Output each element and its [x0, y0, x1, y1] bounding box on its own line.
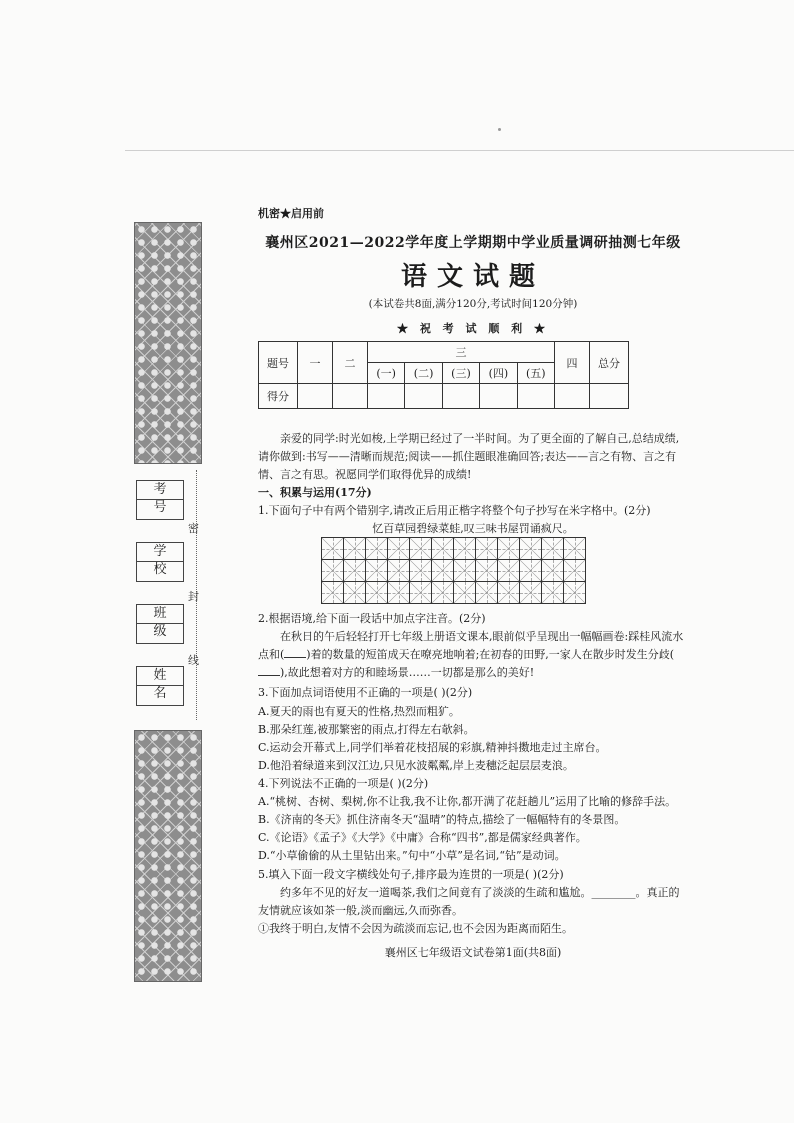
score-cell: 总分 — [590, 342, 629, 384]
rice-grid-sheet[interactable] — [322, 538, 586, 604]
grid-cell[interactable] — [475, 581, 498, 604]
grid-cell[interactable] — [453, 581, 476, 604]
grid-row — [322, 582, 586, 604]
q4-option-c: C.《论语》《孟子》《大学》《中庸》合称“四书”,都是儒家经典著作。 — [258, 831, 587, 844]
grid-cell[interactable] — [519, 581, 542, 604]
intro-paragraph: 亲爱的同学:时光如梭,上学期已经过了一半时间。为了更全面的了解自己,总结成绩,请你做到:书写——清晰而规范;阅读——抓住题眼准确回答;表达——言之有物、言之有情、言之有思。祝愿同学们取得优异的成绩! — [258, 432, 680, 481]
grid-cell[interactable] — [475, 537, 498, 560]
q5-text: 5.填入下面一段文字横线处句子,排序最为连贯的一项是( )(2分) — [258, 868, 564, 881]
grid-cell[interactable] — [563, 581, 586, 604]
q3-text: 3.下面加点词语使用不正确的一项是( )(2分) — [258, 686, 473, 699]
score-subcell: (三) — [442, 363, 479, 384]
grid-cell[interactable] — [343, 537, 366, 560]
section-heading: 一、积累与运用(17分) — [258, 486, 372, 499]
q4-text: 4.下列说法不正确的一项是( )(2分) — [258, 777, 429, 790]
grid-cell[interactable] — [541, 537, 564, 560]
grid-cell[interactable] — [431, 537, 454, 560]
good-luck-line: ★ 祝 考 试 顺 利 ★ — [397, 322, 549, 335]
score-cell: 二 — [333, 342, 368, 384]
page-edge-line — [125, 150, 794, 151]
grid-row — [322, 560, 586, 582]
grid-cell[interactable] — [343, 581, 366, 604]
grid-cell[interactable] — [475, 559, 498, 582]
q2-part1: 在秋日的午后轻轻打开七年级上册语文课本,眼前似乎呈现出一幅幅画卷:踩桂风流水点和( — [258, 630, 684, 661]
grid-cell[interactable] — [497, 559, 520, 582]
grid-cell[interactable] — [365, 559, 388, 582]
scan-dot — [498, 128, 501, 131]
pinyin-blank[interactable] — [284, 657, 306, 658]
q4-option-b: B.《济南的冬天》抓住济南冬天“温晴”的特点,描绘了一幅幅特有的冬景图。 — [258, 813, 626, 826]
grid-cell[interactable] — [343, 559, 366, 582]
grid-cell[interactable] — [541, 559, 564, 582]
exam-note: (本试卷共8面,满分120分,考试时间120分钟) — [368, 298, 578, 310]
field-box-class — [136, 604, 184, 644]
decorative-pattern-band-bottom — [134, 730, 202, 982]
field-box-name — [136, 666, 184, 706]
score-label: 得分 — [259, 384, 298, 409]
score-blank[interactable] — [333, 384, 368, 409]
score-blank[interactable] — [405, 384, 442, 409]
q5-paragraph: 约多年不见的好友一道喝茶,我们之间竟有了淡淡的生疏和尴尬。________。真正的友情就应该如茶一般,淡而幽远,久而弥香。 — [258, 886, 680, 917]
grid-cell[interactable] — [387, 581, 410, 604]
q3-option-c: C.运动会开幕式上,同学们举着花枝招展的彩旗,精神抖擞地走过主席台。 — [258, 741, 607, 754]
score-blank[interactable] — [590, 384, 629, 409]
score-cell: 四 — [555, 342, 590, 384]
q4-option-a: A.“桃树、杏树、梨树,你不让我,我不让你,都开满了花赶趟儿”运用了比喻的修辞手法。 — [258, 795, 677, 808]
q3-option-d: D.他沿着绿道来到汉江边,只见水波粼粼,岸上麦穗泛起层层麦浪。 — [258, 759, 574, 772]
grid-cell[interactable] — [409, 559, 432, 582]
grid-cell[interactable] — [563, 537, 586, 560]
score-table — [258, 341, 629, 409]
decorative-pattern-band-top — [134, 222, 202, 464]
seal-char-mi: 密 — [188, 522, 199, 535]
q2-part3: ),故此想着对方的和睦场景……一切都是那么的美好! — [280, 666, 535, 679]
field-label: 考号 — [137, 481, 183, 500]
q5-option-1: ①我终于明白,友情不会因为疏淡而忘记,也不会因为距离而陌生。 — [258, 922, 573, 935]
score-cell: 三 — [368, 342, 555, 363]
field-label: 姓名 — [137, 667, 183, 686]
grid-cell[interactable] — [387, 559, 410, 582]
q4-option-d: D.“小草偷偷的从土里钻出来。”句中“小草”是名词,“钻”是动词。 — [258, 849, 566, 862]
grid-cell[interactable] — [431, 581, 454, 604]
score-subcell: (四) — [480, 363, 517, 384]
field-box-school — [136, 542, 184, 582]
score-cell: 一 — [298, 342, 333, 384]
grid-cell[interactable] — [321, 581, 344, 604]
grid-cell[interactable] — [541, 581, 564, 604]
grid-cell[interactable] — [409, 537, 432, 560]
grid-cell[interactable] — [497, 537, 520, 560]
grid-cell[interactable] — [387, 537, 410, 560]
grid-cell[interactable] — [563, 559, 586, 582]
grid-cell[interactable] — [365, 581, 388, 604]
grid-cell[interactable] — [519, 537, 542, 560]
seal-char-feng: 封 — [188, 590, 199, 603]
grid-cell[interactable] — [431, 559, 454, 582]
page-footer: 襄州区七年级语文试卷第1面(共8面) — [384, 946, 562, 959]
field-label: 班级 — [137, 605, 183, 624]
score-blank[interactable] — [555, 384, 590, 409]
field-box-exam-number — [136, 480, 184, 520]
field-label: 学校 — [137, 543, 183, 562]
exam-subtitle: 襄州区2021—2022学年度上学期期中学业质量调研抽测七年级 — [265, 235, 681, 251]
grid-cell[interactable] — [321, 537, 344, 560]
exam-title: 语文试题 — [400, 262, 545, 292]
q2-part2: )着的数量的短笛成天在嘹亮地响着;在初春的田野,一家人在散步时发生分歧( — [306, 648, 675, 661]
q2-text: 2.根据语境,给下面一段话中加点字注音。(2分) — [258, 612, 486, 625]
q2-paragraph — [258, 628, 688, 682]
score-cell: 题号 — [259, 342, 298, 384]
pinyin-blank[interactable] — [258, 675, 280, 676]
grid-cell[interactable] — [409, 581, 432, 604]
grid-cell[interactable] — [453, 559, 476, 582]
score-blank[interactable] — [517, 384, 554, 409]
grid-cell[interactable] — [497, 581, 520, 604]
grid-cell[interactable] — [453, 537, 476, 560]
q1-text: 1.下面句子中有两个错别字,请改正后用正楷字将整个句子抄写在米字格中。(2分) — [258, 504, 651, 517]
grid-row — [322, 538, 586, 560]
score-blank[interactable] — [368, 384, 405, 409]
q3-option-b: B.那朵红莲,被那繁密的雨点,打得左右欹斜。 — [258, 723, 475, 736]
score-subcell: (二) — [405, 363, 442, 384]
q1-sentence: 忆百草园碧绿菜蛙,叹三味书屋罚诵疯尺。 — [372, 522, 574, 535]
q3-option-a: A.夏天的雨也有夏天的性格,热烈而粗犷。 — [258, 705, 460, 718]
grid-cell[interactable] — [519, 559, 542, 582]
seal-char-xian: 线 — [188, 654, 199, 667]
secret-label: 机密★启用前 — [258, 207, 324, 220]
score-blank[interactable] — [480, 384, 517, 409]
grid-cell[interactable] — [321, 559, 344, 582]
score-subcell: (五) — [517, 363, 554, 384]
score-blank[interactable] — [442, 384, 479, 409]
grid-cell[interactable] — [365, 537, 388, 560]
score-subcell: (一) — [368, 363, 405, 384]
score-blank[interactable] — [298, 384, 333, 409]
